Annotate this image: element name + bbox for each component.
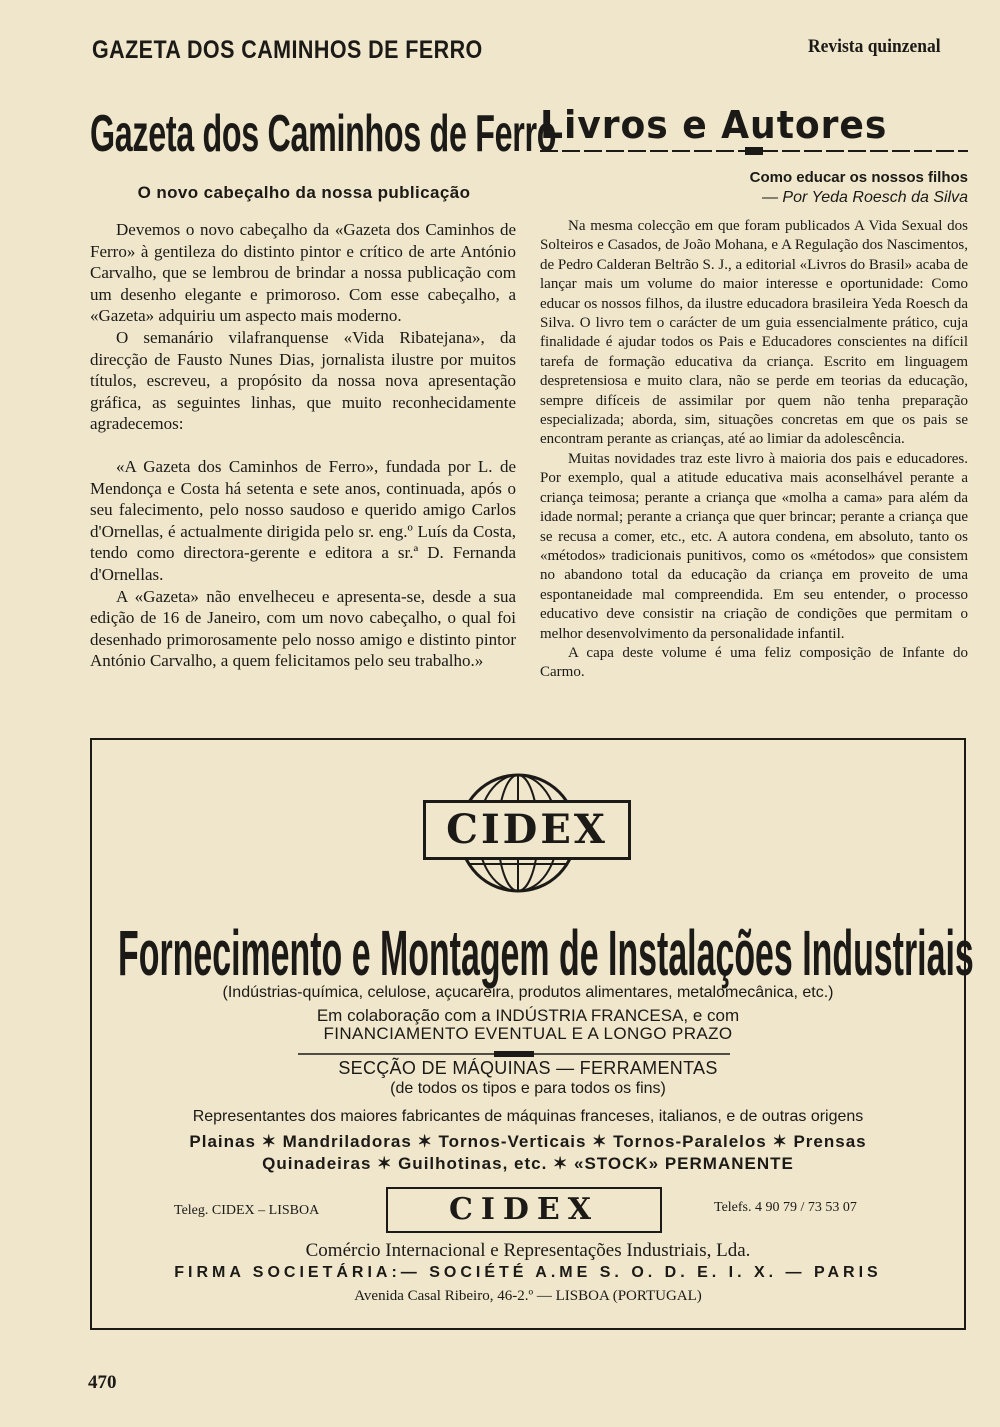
book-title: Como educar os nossos filhos <box>749 169 968 186</box>
left-article-title: Gazeta dos Caminhos de Ferro <box>90 105 557 163</box>
ad-section-sub: (de todos os tipos e para todos os fins) <box>390 1080 666 1097</box>
right-article-title: Livros e Autores <box>540 103 888 147</box>
paragraph: A capa deste volume é uma feliz composição de Infante do Carmo. <box>540 644 968 681</box>
book-byline: — Por Yeda Roesch da Silva <box>761 189 968 206</box>
ad-collaboration: Em colaboração com a INDÚSTRIA FRANCESA, e com <box>316 1006 740 1025</box>
paragraph: Na mesma colecção em que foram publicados A Vida Sexual dos Solteiros e Casados, de João Mohana, e A Regulação dos Nascimentos, de Pedro Calderan Beltrão S. J., a editorial «Livros do Brasil» acaba de lançar mais um volume do maior interesse e oportunidade: Como educar os nossos filhos, da ilustre educadora brasileira Yeda Roesch da Silva. O livro tem o carácter de um guia essencialmente prático, cuja finalidade é ajudar todos os Pais e Educadores conscientes na difícil tarefa de formação educativa da criança. Escrito em linguagem despretensiosa e muito clara, não se perde em teorias da educação, sempre difíceis de assimilar por quem não tenha preparação especializada; aborda, sim, situações concretas em que os pais se encontram perante as crianças, até ao limiar da adolescência. <box>540 218 968 448</box>
ad-firm: FIRMA SOCIETÁRIA:— SOCIÉTÉ A.ME S. O. D. E. I. X. — PARIS <box>174 1264 882 1281</box>
cidex-logo-small-text: CIDEX <box>448 1192 600 1227</box>
paragraph: «A Gazeta dos Caminhos de Ferro», fundada por L. de Mendonça e Costa há setenta e sete anos, continuada, após o seu falecimento, pelo nosso saudoso e querido amigo Carlos d'Ornellas, é actualmente dirigida pelo sr. eng.º Luís da Costa, tendo como directora-gerente e editora a sr.ª D. Fernanda d'Ornellas. <box>90 456 516 584</box>
paragraph: Devemos o novo cabeçalho da «Gazeta dos Caminhos de Ferro» à gentileza do distinto pintor e crítico de arte António Carvalho, que se lembrou de brindar a nossa publicação com um desenho elegante e primoroso. Com esse cabeçalho, a «Gazeta» adquiriu um aspecto mais moderno. <box>90 220 516 326</box>
ad-products-line-2: Quinadeiras ✶ Guilhotinas, etc. ✶ «STOCK» PERMANENTE <box>262 1154 794 1173</box>
left-article-body <box>90 219 516 672</box>
paragraph: A «Gazeta» não envelheceu e apresenta-se, desde a sua edição de 16 de Janeiro, com um novo cabeçalho, o qual foi desenhado primorosamente pelo nosso amigo e distinto pintor António Carvalho, a quem felicitamos pelo seu trabalho.» <box>90 586 516 671</box>
decorative-rule <box>540 147 968 155</box>
ad-address: Avenida Casal Ribeiro, 46-2.º — LISBOA (PORTUGAL) <box>354 1288 702 1304</box>
paragraph: Muitas novidades traz este livro à maioria dos pais e educadores. Por exemplo, qual a atitude educativa mais aconselhável perante a criança teimosa; perante a criança que «molha a cama» para além da idade normal; perante a criança que quer brincar; perante a criança que se recusa a comer, etc., etc. A autora condena, em absoluto, tanto os «métodos» tradicionais punitivos, como os «métodos» que consistem no abandono total da educação da criança em proveito de uma espontaneidade mal compreendida. Em seu entender, o processo educativo deve consistir na criação de condições que permitam o melhor desenvolvimento da personalidade infantil. <box>540 450 968 642</box>
decorative-rule <box>298 1051 730 1057</box>
ad-industries: (Indústrias-química, celulose, açucareira, produtos alimentares, metalomecânica, etc.) <box>222 984 834 1001</box>
ad-telegraph: Teleg. CIDEX – LISBOA <box>174 1203 320 1218</box>
ad-representatives: Representantes dos maiores fabricantes de máquinas franceses, italianos, e de outras origens <box>192 1108 864 1125</box>
ad-headline: Fornecimento e Montagem de Instalações Industriais <box>118 917 974 989</box>
cidex-logo-text: CIDEX <box>446 806 608 853</box>
ad-section: SECÇÃO DE MÁQUINAS — FERRAMENTAS <box>338 1058 718 1078</box>
ad-financing: FINANCIAMENTO EVENTUAL E A LONGO PRAZO <box>323 1024 733 1043</box>
right-article-body <box>540 217 968 683</box>
page-number: 470 <box>88 1372 117 1393</box>
running-header-frequency: Revista quinzenal <box>808 36 941 57</box>
ad-products-line-1: Plainas ✶ Mandriladoras ✶ Tornos-Verticais ✶ Tornos-Paralelos ✶ Prensas <box>189 1132 867 1151</box>
paragraph: O semanário vilafranquense «Vida Ribatejana», da direcção de Fausto Nunes Dias, jornalista ilustre por muitos títulos, escreveu, a propósito da nossa nova apresentação gráfica, as seguintes linhas, que muito reconhecidamente agradecemos: <box>90 327 516 434</box>
running-header-title: GAZETA DOS CAMINHOS DE FERRO <box>92 36 483 64</box>
ad-company: Comércio Internacional e Representações Industriais, Lda. <box>305 1240 751 1261</box>
ad-telephones: Telefs. 4 90 79 / 73 53 07 <box>714 1200 857 1215</box>
cidex-logo <box>423 800 631 860</box>
cidex-logo-small <box>386 1187 662 1233</box>
left-article-subtitle: O novo cabeçalho da nossa publicação <box>137 183 471 202</box>
